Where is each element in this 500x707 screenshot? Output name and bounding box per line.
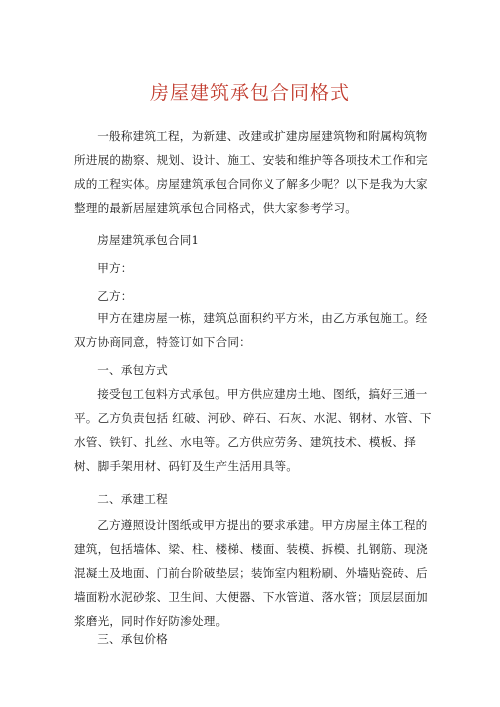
party-b-label: 乙方： (97, 289, 133, 303)
document-title: 房屋建筑承包合同格式 (149, 82, 350, 104)
section-2-body: 乙方遵照设计图纸或甲方提出的要求承建。甲方房屋主体工程的建筑，包括墙体、梁、柱、楼梯、楼面、装模、拆模、扎钢筋、现浇混凝土及地面、门前台阶破垫层；装饰室内粗粉刷、外墙贴瓷砖、后墙面粉水泥砂浆、卫生间、大便器、下水管道、落水管；顶层层面加浆磨光，同时作好防渗处理。 (74, 518, 428, 628)
section-2-heading: 二、承建工程 (97, 492, 168, 506)
intro-paragraph: 一般称建筑工程，为新建、改建或扩建房屋建筑物和附属构筑物所进展的勘察、规划、设计、施工、安装和维护等各项技术工作和完成的工程实体。房屋建筑承包合同你义了解多少呢？以下是我为大家整理的最新居屋建筑承包合同格式，供大家参考学习。 (74, 129, 428, 215)
section-1-body: 接受包工包料方式承包。甲方供应建房土地、图纸，搞好三通一平。乙方负责包括 红破、河砂、碎石、石灰、水泥、钢材、水管、下水管、铁钉、扎丝、水电等。乙方供应劳务、建筑技术、模板、择树、脚手架用材、码钉及生产生活用具等。 (74, 387, 432, 473)
section-3-heading: 三、承包价格 (97, 632, 168, 646)
party-a-label: 甲方： (97, 261, 133, 275)
section-1-heading: 一、承包方式 (97, 363, 168, 377)
contract-heading: 房屋建筑承包合同1 (97, 233, 200, 247)
preamble-paragraph: 甲方在建房屋一栋，建筑总面积约平方米，由乙方承包施工。经双方协商同意，特签订如下合同： (74, 311, 428, 349)
